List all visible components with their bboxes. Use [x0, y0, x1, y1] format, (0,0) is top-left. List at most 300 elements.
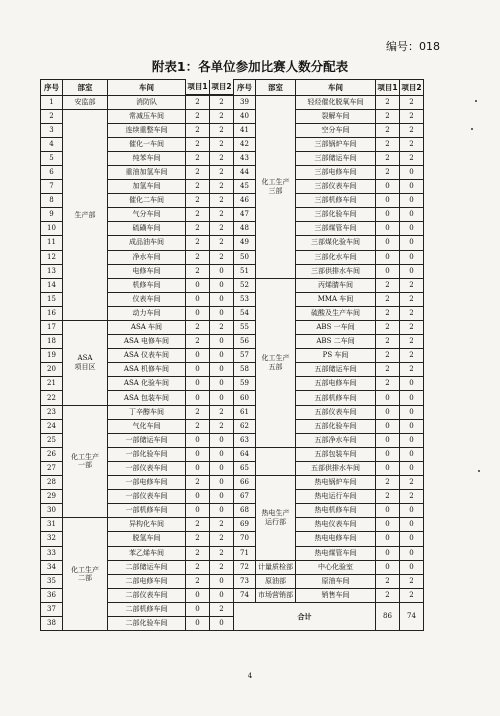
- count-item-2: 2: [400, 574, 424, 588]
- count-item-1: 2: [376, 490, 400, 504]
- workshop-name: 三部储运车间: [296, 151, 376, 165]
- count-item-1: 2: [376, 377, 400, 391]
- workshop-name: 五部电修车间: [296, 377, 376, 391]
- count-item-2: 2: [210, 95, 234, 109]
- workshop-name: 连续重整车间: [108, 123, 186, 137]
- row-seq: 68: [234, 504, 256, 518]
- count-item-1: 2: [376, 95, 400, 109]
- count-item-2: 0: [400, 180, 424, 194]
- row-seq: 1: [41, 95, 63, 109]
- workshop-name: 三部锅炉车间: [296, 137, 376, 151]
- count-item-2: 0: [210, 504, 234, 518]
- header-item-1: 项目1: [186, 80, 210, 95]
- row-seq: 38: [41, 616, 63, 630]
- count-item-1: 2: [186, 419, 210, 433]
- workshop-name: 电修车间: [108, 264, 186, 278]
- count-item-1: 0: [376, 560, 400, 574]
- workshop-name: 一部储运车间: [108, 433, 186, 447]
- count-item-2: 2: [210, 518, 234, 532]
- workshop-name: 硫酸及生产车间: [296, 306, 376, 320]
- count-item-1: 0: [186, 461, 210, 475]
- count-item-1: 2: [186, 194, 210, 208]
- count-item-2: 0: [400, 518, 424, 532]
- count-item-1: 0: [376, 546, 400, 560]
- workshop-name: 成品油车间: [108, 236, 186, 250]
- workshop-name: 五部供排水车间: [296, 461, 376, 475]
- workshop-name: 苯乙烯车间: [108, 546, 186, 560]
- workshop-name: 仪表车间: [108, 292, 186, 306]
- count-item-1: 0: [376, 180, 400, 194]
- workshop-name: 催化二车间: [108, 194, 186, 208]
- workshop-name: 加氢车间: [108, 180, 186, 194]
- row-seq: 4: [41, 137, 63, 151]
- workshop-name: 催化一车间: [108, 137, 186, 151]
- count-item-2: 2: [210, 419, 234, 433]
- header-workshop: 车间: [296, 80, 376, 96]
- count-item-2: 2: [400, 137, 424, 151]
- workshop-name: 五部机修车间: [296, 391, 376, 405]
- count-item-2: 0: [210, 278, 234, 292]
- row-seq: 70: [234, 532, 256, 546]
- workshop-name: 机修车间: [108, 278, 186, 292]
- row-seq: 50: [234, 250, 256, 264]
- count-item-2: 0: [210, 476, 234, 490]
- workshop-name: 三部机修车间: [296, 194, 376, 208]
- workshop-name: 热电仪表车间: [296, 518, 376, 532]
- row-seq: 14: [41, 278, 63, 292]
- workshop-name: 热电煤管车间: [296, 546, 376, 560]
- workshop-name: 五部仪表车间: [296, 405, 376, 419]
- dept-cell: 原油部: [256, 574, 296, 588]
- count-item-1: 0: [376, 419, 400, 433]
- header-item-2: 项目2: [400, 80, 424, 96]
- table-row: [41, 405, 424, 419]
- row-seq: 41: [234, 123, 256, 137]
- row-seq: 22: [41, 391, 63, 405]
- count-item-2: 0: [400, 461, 424, 475]
- count-item-2: 2: [400, 151, 424, 165]
- count-item-1: 0: [376, 236, 400, 250]
- count-item-2: 2: [400, 109, 424, 123]
- count-item-1: 2: [376, 476, 400, 490]
- count-item-1: 2: [376, 321, 400, 335]
- count-item-1: 0: [186, 349, 210, 363]
- row-seq: 66: [234, 476, 256, 490]
- count-item-1: 2: [376, 151, 400, 165]
- row-seq: 32: [41, 532, 63, 546]
- total-item-2: 74: [400, 602, 424, 630]
- row-seq: 3: [41, 123, 63, 137]
- count-item-2: 2: [210, 109, 234, 123]
- row-seq: 55: [234, 321, 256, 335]
- count-item-2: 0: [210, 588, 234, 602]
- count-item-1: 2: [376, 123, 400, 137]
- row-seq: 11: [41, 236, 63, 250]
- count-item-1: 2: [186, 546, 210, 560]
- count-item-1: 2: [186, 532, 210, 546]
- count-item-2: 0: [400, 250, 424, 264]
- count-item-2: 2: [210, 137, 234, 151]
- workshop-name: 异构化车间: [108, 518, 186, 532]
- header-row: [41, 80, 424, 95]
- count-item-1: 2: [186, 165, 210, 179]
- count-item-1: 2: [186, 236, 210, 250]
- total-label: 合计: [234, 602, 376, 630]
- workshop-name: 二部仪表车间: [108, 588, 186, 602]
- row-seq: 58: [234, 363, 256, 377]
- count-item-2: 0: [400, 504, 424, 518]
- count-item-2: 2: [210, 208, 234, 222]
- count-item-1: 2: [186, 250, 210, 264]
- dept-cell: 化工生产 一部: [63, 405, 108, 518]
- row-seq: 8: [41, 194, 63, 208]
- workshop-name: 丁辛醇车间: [108, 405, 186, 419]
- count-item-1: 0: [376, 504, 400, 518]
- count-item-1: 0: [186, 602, 210, 616]
- row-seq: 12: [41, 250, 63, 264]
- workshop-name: 纯苯车间: [108, 151, 186, 165]
- scan-speck: [471, 128, 473, 130]
- row-seq: 15: [41, 292, 63, 306]
- row-seq: 31: [41, 518, 63, 532]
- workshop-name: ASA 化验车间: [108, 377, 186, 391]
- row-seq: 42: [234, 137, 256, 151]
- count-item-1: 2: [376, 335, 400, 349]
- row-seq: 7: [41, 180, 63, 194]
- count-item-2: 0: [400, 447, 424, 461]
- count-item-2: 2: [400, 476, 424, 490]
- row-seq: 53: [234, 292, 256, 306]
- workshop-name: 气分车间: [108, 208, 186, 222]
- count-item-2: 0: [400, 405, 424, 419]
- row-seq: 13: [41, 264, 63, 278]
- dept-cell: 计量质检部: [256, 560, 296, 574]
- workshop-name: 裂解车间: [296, 109, 376, 123]
- count-item-1: 2: [186, 180, 210, 194]
- count-item-2: 2: [210, 602, 234, 616]
- row-seq: 60: [234, 391, 256, 405]
- count-item-2: 2: [400, 490, 424, 504]
- row-seq: 49: [234, 236, 256, 250]
- count-item-1: 2: [376, 109, 400, 123]
- count-item-1: 0: [186, 292, 210, 306]
- row-seq: 59: [234, 377, 256, 391]
- workshop-name: 三部化验车间: [296, 208, 376, 222]
- count-item-2: 0: [210, 306, 234, 320]
- workshop-name: 五部净水车间: [296, 433, 376, 447]
- workshop-name: 一部仪表车间: [108, 461, 186, 475]
- count-item-2: 0: [400, 532, 424, 546]
- row-seq: 9: [41, 208, 63, 222]
- workshop-name: 原油车间: [296, 574, 376, 588]
- table-row: [41, 321, 424, 335]
- header-seq: 序号: [41, 80, 63, 96]
- count-item-1: 0: [186, 433, 210, 447]
- total-item-1: 86: [376, 602, 400, 630]
- workshop-name: 五部化验车间: [296, 419, 376, 433]
- count-item-2: 0: [210, 264, 234, 278]
- count-item-1: 0: [376, 518, 400, 532]
- workshop-name: 热电运行车间: [296, 490, 376, 504]
- count-item-1: 2: [376, 349, 400, 363]
- count-item-2: 0: [210, 490, 234, 504]
- count-item-1: 2: [376, 292, 400, 306]
- row-seq: 6: [41, 165, 63, 179]
- row-seq: 69: [234, 518, 256, 532]
- count-item-1: 2: [186, 137, 210, 151]
- count-item-1: 0: [376, 264, 400, 278]
- row-seq: 56: [234, 335, 256, 349]
- count-item-1: 0: [186, 377, 210, 391]
- count-item-2: 2: [400, 123, 424, 137]
- count-item-1: 0: [376, 461, 400, 475]
- count-item-2: 0: [210, 292, 234, 306]
- workshop-name: ASA 仪表车间: [108, 349, 186, 363]
- row-seq: 47: [234, 208, 256, 222]
- count-item-2: 0: [210, 461, 234, 475]
- row-seq: 28: [41, 476, 63, 490]
- table-row: [41, 95, 424, 109]
- header-seq: 序号: [234, 80, 256, 96]
- count-item-1: 0: [186, 490, 210, 504]
- workshop-name: 销售车间: [296, 588, 376, 602]
- table-row: [41, 518, 424, 532]
- count-item-2: 2: [400, 306, 424, 320]
- row-seq: 17: [41, 321, 63, 335]
- workshop-name: 五部储运车间: [296, 363, 376, 377]
- count-item-2: 2: [400, 278, 424, 292]
- workshop-name: 三部煤化验车间: [296, 236, 376, 250]
- workshop-name: 动力车间: [108, 306, 186, 320]
- workshop-name: 三部电修车间: [296, 165, 376, 179]
- row-seq: 64: [234, 447, 256, 461]
- count-item-2: 0: [400, 222, 424, 236]
- header-workshop: 车间: [108, 80, 186, 96]
- count-item-2: 0: [210, 391, 234, 405]
- header-item-2: 项目2: [210, 80, 234, 95]
- scan-speck: [478, 470, 480, 472]
- count-item-1: 0: [376, 208, 400, 222]
- count-item-2: 2: [210, 151, 234, 165]
- workshop-name: 二部化验车间: [108, 616, 186, 630]
- workshop-name: 热电锅炉车间: [296, 476, 376, 490]
- workshop-name: 一部仪表车间: [108, 490, 186, 504]
- row-seq: 35: [41, 574, 63, 588]
- row-seq: 71: [234, 546, 256, 560]
- row-seq: 67: [234, 490, 256, 504]
- count-item-1: 0: [186, 363, 210, 377]
- workshop-name: 中心化验室: [296, 560, 376, 574]
- workshop-name: 硫磺车间: [108, 222, 186, 236]
- row-seq: 25: [41, 433, 63, 447]
- count-item-2: 2: [210, 405, 234, 419]
- count-item-1: 2: [376, 588, 400, 602]
- row-seq: 18: [41, 335, 63, 349]
- count-item-1: 2: [186, 518, 210, 532]
- workshop-name: 二部电修车间: [108, 574, 186, 588]
- row-seq: 61: [234, 405, 256, 419]
- count-item-1: 0: [186, 504, 210, 518]
- count-item-1: 2: [186, 574, 210, 588]
- count-item-1: 0: [186, 278, 210, 292]
- count-item-2: 0: [400, 391, 424, 405]
- count-item-1: 2: [186, 208, 210, 222]
- row-seq: 73: [234, 574, 256, 588]
- count-item-2: 0: [210, 616, 234, 630]
- row-seq: 44: [234, 165, 256, 179]
- count-item-2: 2: [210, 546, 234, 560]
- workshop-name: 净水车间: [108, 250, 186, 264]
- workshop-name: 热电机修车间: [296, 504, 376, 518]
- count-item-1: 2: [186, 264, 210, 278]
- row-seq: 74: [234, 588, 256, 602]
- row-seq: 45: [234, 180, 256, 194]
- scan-speck: [475, 100, 477, 102]
- count-item-2: 0: [400, 546, 424, 560]
- count-item-1: 2: [186, 321, 210, 335]
- workshop-name: 三部供排水车间: [296, 264, 376, 278]
- dept-cell: 化工生产 五部: [256, 278, 296, 447]
- workshop-name: 三部化水车间: [296, 250, 376, 264]
- workshop-name: ASA 车间: [108, 321, 186, 335]
- count-item-1: 2: [376, 278, 400, 292]
- dept-cell: 生产部: [63, 109, 108, 320]
- row-seq: 62: [234, 419, 256, 433]
- workshop-name: PS 车间: [296, 349, 376, 363]
- count-item-2: 2: [210, 180, 234, 194]
- row-seq: 39: [234, 95, 256, 109]
- count-item-2: 0: [210, 349, 234, 363]
- count-item-1: 0: [186, 306, 210, 320]
- count-item-2: 2: [210, 194, 234, 208]
- workshop-name: ABS 二车间: [296, 335, 376, 349]
- row-seq: 30: [41, 504, 63, 518]
- document-number: 编号：018: [386, 40, 440, 53]
- count-item-1: 2: [186, 405, 210, 419]
- row-seq: 34: [41, 560, 63, 574]
- count-item-1: 0: [376, 405, 400, 419]
- count-item-1: 0: [376, 222, 400, 236]
- count-item-1: 0: [376, 532, 400, 546]
- row-seq: 5: [41, 151, 63, 165]
- count-item-2: 0: [400, 377, 424, 391]
- count-item-1: 2: [376, 306, 400, 320]
- count-item-2: 2: [210, 560, 234, 574]
- count-item-2: 2: [400, 95, 424, 109]
- row-seq: 21: [41, 377, 63, 391]
- count-item-1: 2: [186, 109, 210, 123]
- row-seq: 36: [41, 588, 63, 602]
- count-item-2: 2: [210, 165, 234, 179]
- workshop-name: 常减压车间: [108, 109, 186, 123]
- row-seq: 29: [41, 490, 63, 504]
- row-seq: 37: [41, 602, 63, 616]
- workshop-name: MMA 车间: [296, 292, 376, 306]
- count-item-1: 2: [186, 222, 210, 236]
- row-seq: 72: [234, 560, 256, 574]
- count-item-2: 0: [210, 377, 234, 391]
- row-seq: 40: [234, 109, 256, 123]
- workshop-name: 热电电修车间: [296, 532, 376, 546]
- count-item-2: 0: [400, 433, 424, 447]
- workshop-name: 二部储运车间: [108, 560, 186, 574]
- table-row: [41, 109, 424, 123]
- count-item-1: 0: [186, 447, 210, 461]
- header-item-1: 项目1: [376, 80, 400, 96]
- row-seq: 46: [234, 194, 256, 208]
- workshop-name: 一部机修车间: [108, 504, 186, 518]
- header-dept: 部室: [63, 80, 108, 96]
- row-seq: 23: [41, 405, 63, 419]
- count-item-2: 2: [210, 222, 234, 236]
- count-item-1: 0: [376, 250, 400, 264]
- count-item-1: 2: [186, 560, 210, 574]
- row-seq: 27: [41, 461, 63, 475]
- workshop-name: ASA 包装车间: [108, 391, 186, 405]
- count-item-1: 2: [186, 335, 210, 349]
- row-seq: 16: [41, 306, 63, 320]
- count-item-1: 2: [376, 363, 400, 377]
- count-item-2: 2: [400, 292, 424, 306]
- workshop-name: 消防队: [108, 95, 186, 109]
- count-item-2: 2: [210, 236, 234, 250]
- count-item-1: 2: [376, 165, 400, 179]
- count-item-1: 0: [186, 588, 210, 602]
- workshop-name: 三部煤管车间: [296, 222, 376, 236]
- workshop-name: 脱氢车间: [108, 532, 186, 546]
- row-seq: 2: [41, 109, 63, 123]
- count-item-2: 0: [210, 447, 234, 461]
- dept-cell: 市场营销部: [256, 588, 296, 602]
- count-item-1: 2: [186, 95, 210, 109]
- row-seq: 63: [234, 433, 256, 447]
- dept-cell: 化工生产 二部: [63, 518, 108, 631]
- count-item-2: 2: [400, 349, 424, 363]
- count-item-2: 0: [210, 433, 234, 447]
- workshop-name: ASA 机修车间: [108, 363, 186, 377]
- count-item-2: 0: [400, 165, 424, 179]
- count-item-2: 2: [400, 363, 424, 377]
- dept-cell: 热电生产 运行部: [256, 476, 296, 561]
- count-item-2: 0: [210, 363, 234, 377]
- count-item-1: 0: [376, 447, 400, 461]
- count-item-1: 2: [376, 574, 400, 588]
- row-seq: 33: [41, 546, 63, 560]
- page-number: 4: [247, 672, 253, 680]
- row-seq: 54: [234, 306, 256, 320]
- count-item-2: 0: [400, 560, 424, 574]
- workshop-name: 轻烃催化脱氧车间: [296, 95, 376, 109]
- count-item-2: 0: [210, 574, 234, 588]
- count-item-2: 2: [210, 321, 234, 335]
- count-item-1: 0: [376, 433, 400, 447]
- count-item-2: 2: [210, 532, 234, 546]
- count-item-1: 2: [186, 476, 210, 490]
- dept-cell: ASA 项目区: [63, 321, 108, 406]
- dept-cell: 化工生产 三部: [256, 95, 296, 278]
- workshop-name: 一部电修车间: [108, 476, 186, 490]
- workshop-name: ASA 电修车间: [108, 335, 186, 349]
- count-item-2: 2: [400, 588, 424, 602]
- workshop-name: 三部仪表车间: [296, 180, 376, 194]
- dept-cell: [256, 447, 296, 475]
- count-item-1: 2: [186, 151, 210, 165]
- count-item-2: 0: [400, 264, 424, 278]
- dept-cell: 安监部: [63, 95, 108, 109]
- count-item-2: 0: [400, 194, 424, 208]
- count-item-1: 2: [186, 123, 210, 137]
- row-seq: 57: [234, 349, 256, 363]
